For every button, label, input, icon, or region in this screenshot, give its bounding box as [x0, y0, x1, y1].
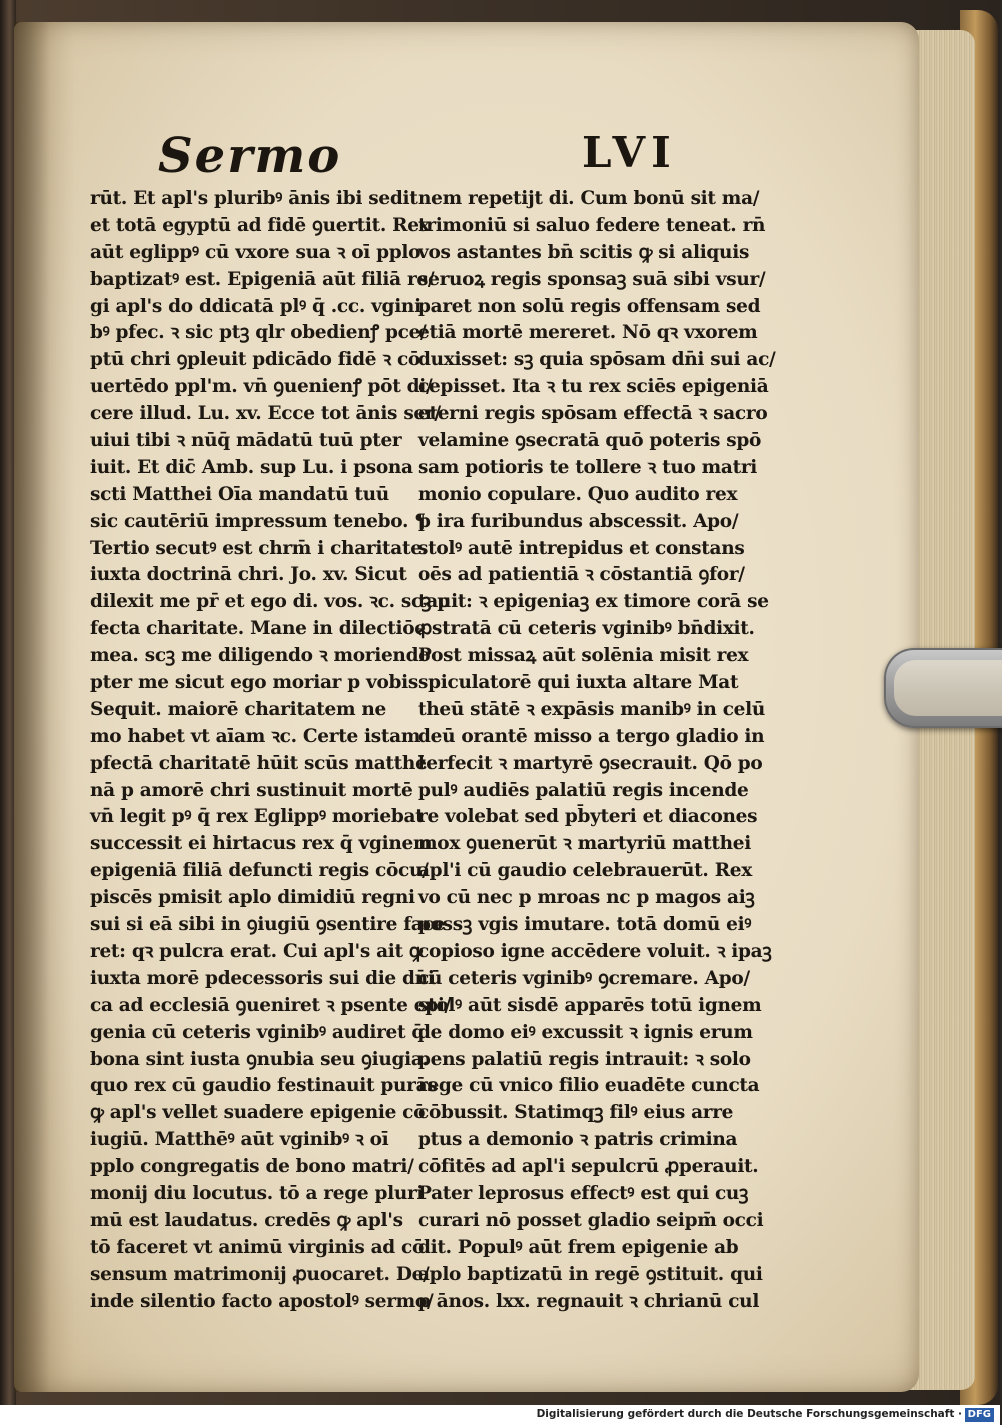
- left-column-line: piscēs pmisit aplo dimidiū regni: [90, 887, 415, 909]
- right-column-line: monio copulare. Quo audito rex: [418, 483, 738, 505]
- left-column-line: Tertio secutꝰ est chrm̄ i charitate.: [90, 537, 428, 559]
- left-column-line: dilexit me pr̄ et ego di. vos. ꝛc. scꝫ p: [90, 591, 450, 613]
- page-clip-window: [894, 660, 1002, 716]
- right-column-line: stolꝰ aūt sisdē apparēs totū ignem: [418, 994, 762, 1016]
- right-column-line: cū ceteris vginibꝰ ꝯcremare. Apo/: [418, 967, 750, 989]
- right-column-line: Post missaꝝ aūt solēnia misit rex: [418, 645, 749, 667]
- right-column-line: dit. Populꝰ aūt frem epigenie ab: [418, 1236, 739, 1258]
- right-column-line: stolꝰ autē intrepidus et constans: [418, 537, 745, 559]
- right-column-line: aplo baptizatū in regē ꝯstituit. qui: [418, 1263, 763, 1285]
- right-column-line: sam potioris te tollere ꝛ tuo matri: [418, 456, 758, 478]
- text-column-left: [90, 186, 452, 1315]
- funding-credit: Digitalisierung gefördert durch die Deutsche Forschungsgemeinschaft ·: [536, 1408, 962, 1420]
- page-gutter-shadow: [14, 22, 74, 1392]
- right-column-line: ꝓstratā cū ceteris vginibꝰ bn̄dixit.: [418, 618, 755, 640]
- right-column-line: p ira furibundus abscessit. Apo/: [418, 510, 739, 532]
- left-column-line: nā p amorē chri sustinuit mortē: [90, 779, 413, 801]
- left-column-line: aūt eglippꝰ cū vxore sua ꝛ oī pplo: [90, 241, 421, 263]
- right-column-line: eterni regis spōsam effectā ꝛ sacro: [418, 403, 768, 425]
- left-column-line: uertēdo ppl'm. vn̄ ꝯuenienꝭ pōt di/: [90, 376, 433, 398]
- left-column-line: sensum matrimonij ꝓuocaret. De/: [90, 1263, 430, 1285]
- left-column-line: cere illud. Lu. xv. Ecce tot ānis ser/: [90, 403, 441, 425]
- left-column-line: bꝰ pfec. ꝛ sic ptꝫ qlr obedienꝭ pce/: [90, 322, 427, 344]
- left-column-line: iuxta morē pdecessoris sui die dn̄i: [90, 967, 435, 989]
- right-column-line: ptus a demonio ꝛ patris crimina: [418, 1129, 738, 1151]
- left-column-line: inde silentio facto apostolꝰ sermo/: [90, 1290, 434, 1312]
- right-column-line: nem repetijt di. Cum bonū sit ma/: [418, 188, 760, 209]
- right-column-line: rege cū vnico filio euadēte cuncta: [418, 1075, 760, 1097]
- left-column-line: bona sint iusta ꝯnubia seu ꝯiugia.: [90, 1048, 429, 1070]
- right-column-line: tauit: ꝛ epigeniaꝫ ex timore corā se: [418, 591, 769, 613]
- text-column-right: [418, 186, 776, 1315]
- left-column-line: mea. scꝫ me diligendo ꝛ moriendo: [90, 645, 431, 667]
- left-column-line: rūt. Et apl's pluribꝰ ānis ibi sedit: [90, 188, 418, 209]
- left-column-line: mo habet vt aīam ꝛc. Certe istam: [90, 725, 421, 747]
- left-column-line: gi apl's do ddicatā plꝰ q̄ .cc. vgini: [90, 295, 421, 317]
- running-head-folio: LVI: [582, 128, 677, 177]
- left-column-line: uiui tibi ꝛ nūq̄ mādatū tuū pter: [90, 430, 402, 452]
- right-column-line: vos astantes bn̄ scitis ꝙ si aliquis: [418, 241, 750, 263]
- left-column-line: baptizatꝰ est. Epigeniā aūt filiā re/: [90, 268, 435, 290]
- left-column-line: successit ei hirtacus rex q̄ vginem: [90, 833, 433, 855]
- left-column-line: genia cū ceteris vginibꝰ audiret q̄: [90, 1021, 425, 1043]
- left-column-line: mū est laudatus. credēs ꝙ apl's: [90, 1209, 403, 1231]
- left-column-line: sic cautēriū impressum tenebo. ¶: [90, 510, 426, 532]
- right-column-line: terfecit ꝛ martyrē ꝯsecrauit. Qō po: [418, 752, 763, 774]
- right-column-line: possꝫ vgis imutare. totā domū eiꝰ: [418, 914, 752, 936]
- right-column-line: pens palatiū regis intrauit: ꝛ solo: [418, 1048, 751, 1070]
- right-column-line: apl'i cū gaudio celebrauerūt. Rex: [418, 860, 752, 882]
- left-column-line: monij diu locutus. tō a rege pluri: [90, 1182, 424, 1204]
- left-column-line: ptū chri ꝯpleuit pdicādo fidē ꝛ cō: [90, 349, 420, 371]
- left-column-line: pter me sicut ego moriar p vobis: [90, 672, 418, 694]
- left-column-line: sui si eā sibi in ꝯiugiū ꝯsentire face: [90, 914, 445, 936]
- left-column-line: tō faceret vt animū virginis ad cō: [90, 1236, 425, 1258]
- right-column-line: mox ꝯuenerūt ꝛ martyriū matthei: [418, 833, 751, 855]
- right-column-line: duxisset: sꝫ quia spōsam dn̄i sui ac/: [418, 349, 776, 371]
- left-column-line: Sequit. maiorē charitatem ne: [90, 698, 387, 720]
- left-column-line: scti Matthei Oīa mandatū tuū: [90, 483, 389, 505]
- right-column-line: p ānos. lxx. regnauit ꝛ chrianū cul: [418, 1290, 760, 1312]
- left-column-line: iuit. Et dic̄ Amb. sup Lu. i psona: [90, 456, 413, 478]
- right-column-line: etiā mortē mereret. Nō qꝛ vxorem: [418, 322, 758, 344]
- right-column-line: re volebat sed pb̄yteri et diacones: [418, 806, 758, 828]
- left-column-line: epigeniā filiā defuncti regis cōcu/: [90, 860, 429, 882]
- left-column-line: quo rex cū gaudio festinauit purās: [90, 1075, 438, 1097]
- dfg-logo: DFG: [965, 1408, 994, 1422]
- right-column-line: cepisset. Ita ꝛ tu rex sciēs epigeniā: [418, 376, 769, 398]
- right-column-line: cōbussit. Statimqꝫ filꝰ eius arre: [418, 1102, 734, 1124]
- right-column-line: de domo eiꝰ excussit ꝛ ignis erum: [418, 1021, 753, 1043]
- left-column-line: fecta charitate. Mane in dilectiōe: [90, 618, 426, 640]
- right-column-line: Pater leprosus effectꝰ est qui cuꝫ: [418, 1182, 749, 1204]
- left-column-line: ca ad ecclesiā ꝯueniret ꝛ psente epi/: [90, 994, 452, 1016]
- right-column-line: paret non solū regis offensam sed: [418, 295, 761, 317]
- right-column-line: oēs ad patientiā ꝛ cōstantiā ꝯfor/: [418, 564, 745, 586]
- right-column-line: trimoniū si saluo federe teneat. rn̄: [418, 214, 766, 236]
- right-column-line: velamine ꝯsecratā quō poteris spō: [418, 430, 761, 452]
- right-column-line: seruoꝝ regis sponsaꝫ suā sibi vsur/: [418, 268, 766, 290]
- left-column-line: iugiū. Matthēꝰ aūt vginibꝰ ꝛ oī: [90, 1129, 389, 1151]
- right-column-line: curari nō posset gladio seipm̄ occi: [418, 1209, 764, 1231]
- digitization-footer: [0, 1405, 1000, 1425]
- left-column-line: pfectā charitatē hūit scūs matthē: [90, 752, 427, 774]
- left-column-line: vn̄ legit pꝰ q̄ rex Eglippꝰ moriebat: [90, 806, 424, 828]
- left-column-line: et totā egyptū ad fidē ꝯuertit. Rex: [90, 214, 430, 236]
- right-column-line: cōfitēs ad apl'i sepulcrū ꝓperauit.: [418, 1156, 759, 1178]
- right-column-line: pulꝰ audiēs palatiū regis incende: [418, 779, 749, 801]
- running-head-title: Sermo: [158, 128, 342, 184]
- right-column-line: vo cū nec p mroas nc p magos aiꝫ: [418, 887, 755, 909]
- left-column-line: ꝙ apl's vellet suadere epigenie cō: [90, 1102, 426, 1124]
- page-clip: [884, 648, 1002, 728]
- left-column-line: iuxta doctrinā chri. Jo. xv. Sicut: [90, 564, 407, 586]
- right-column-line: copioso igne accēdere voluit. ꝛ ipaꝫ: [418, 940, 772, 962]
- left-column-line: pplo congregatis de bono matri/: [90, 1156, 414, 1178]
- right-column-line: theū stātē ꝛ expāsis manibꝰ in celū: [418, 698, 766, 720]
- right-column-line: deū orantē misso a tergo gladio in: [418, 725, 765, 747]
- left-column-line: ret: qꝛ pulcra erat. Cui apl's ait ꝙ: [90, 940, 423, 962]
- right-column-line: spiculatorē qui iuxta altare Mat: [418, 672, 739, 694]
